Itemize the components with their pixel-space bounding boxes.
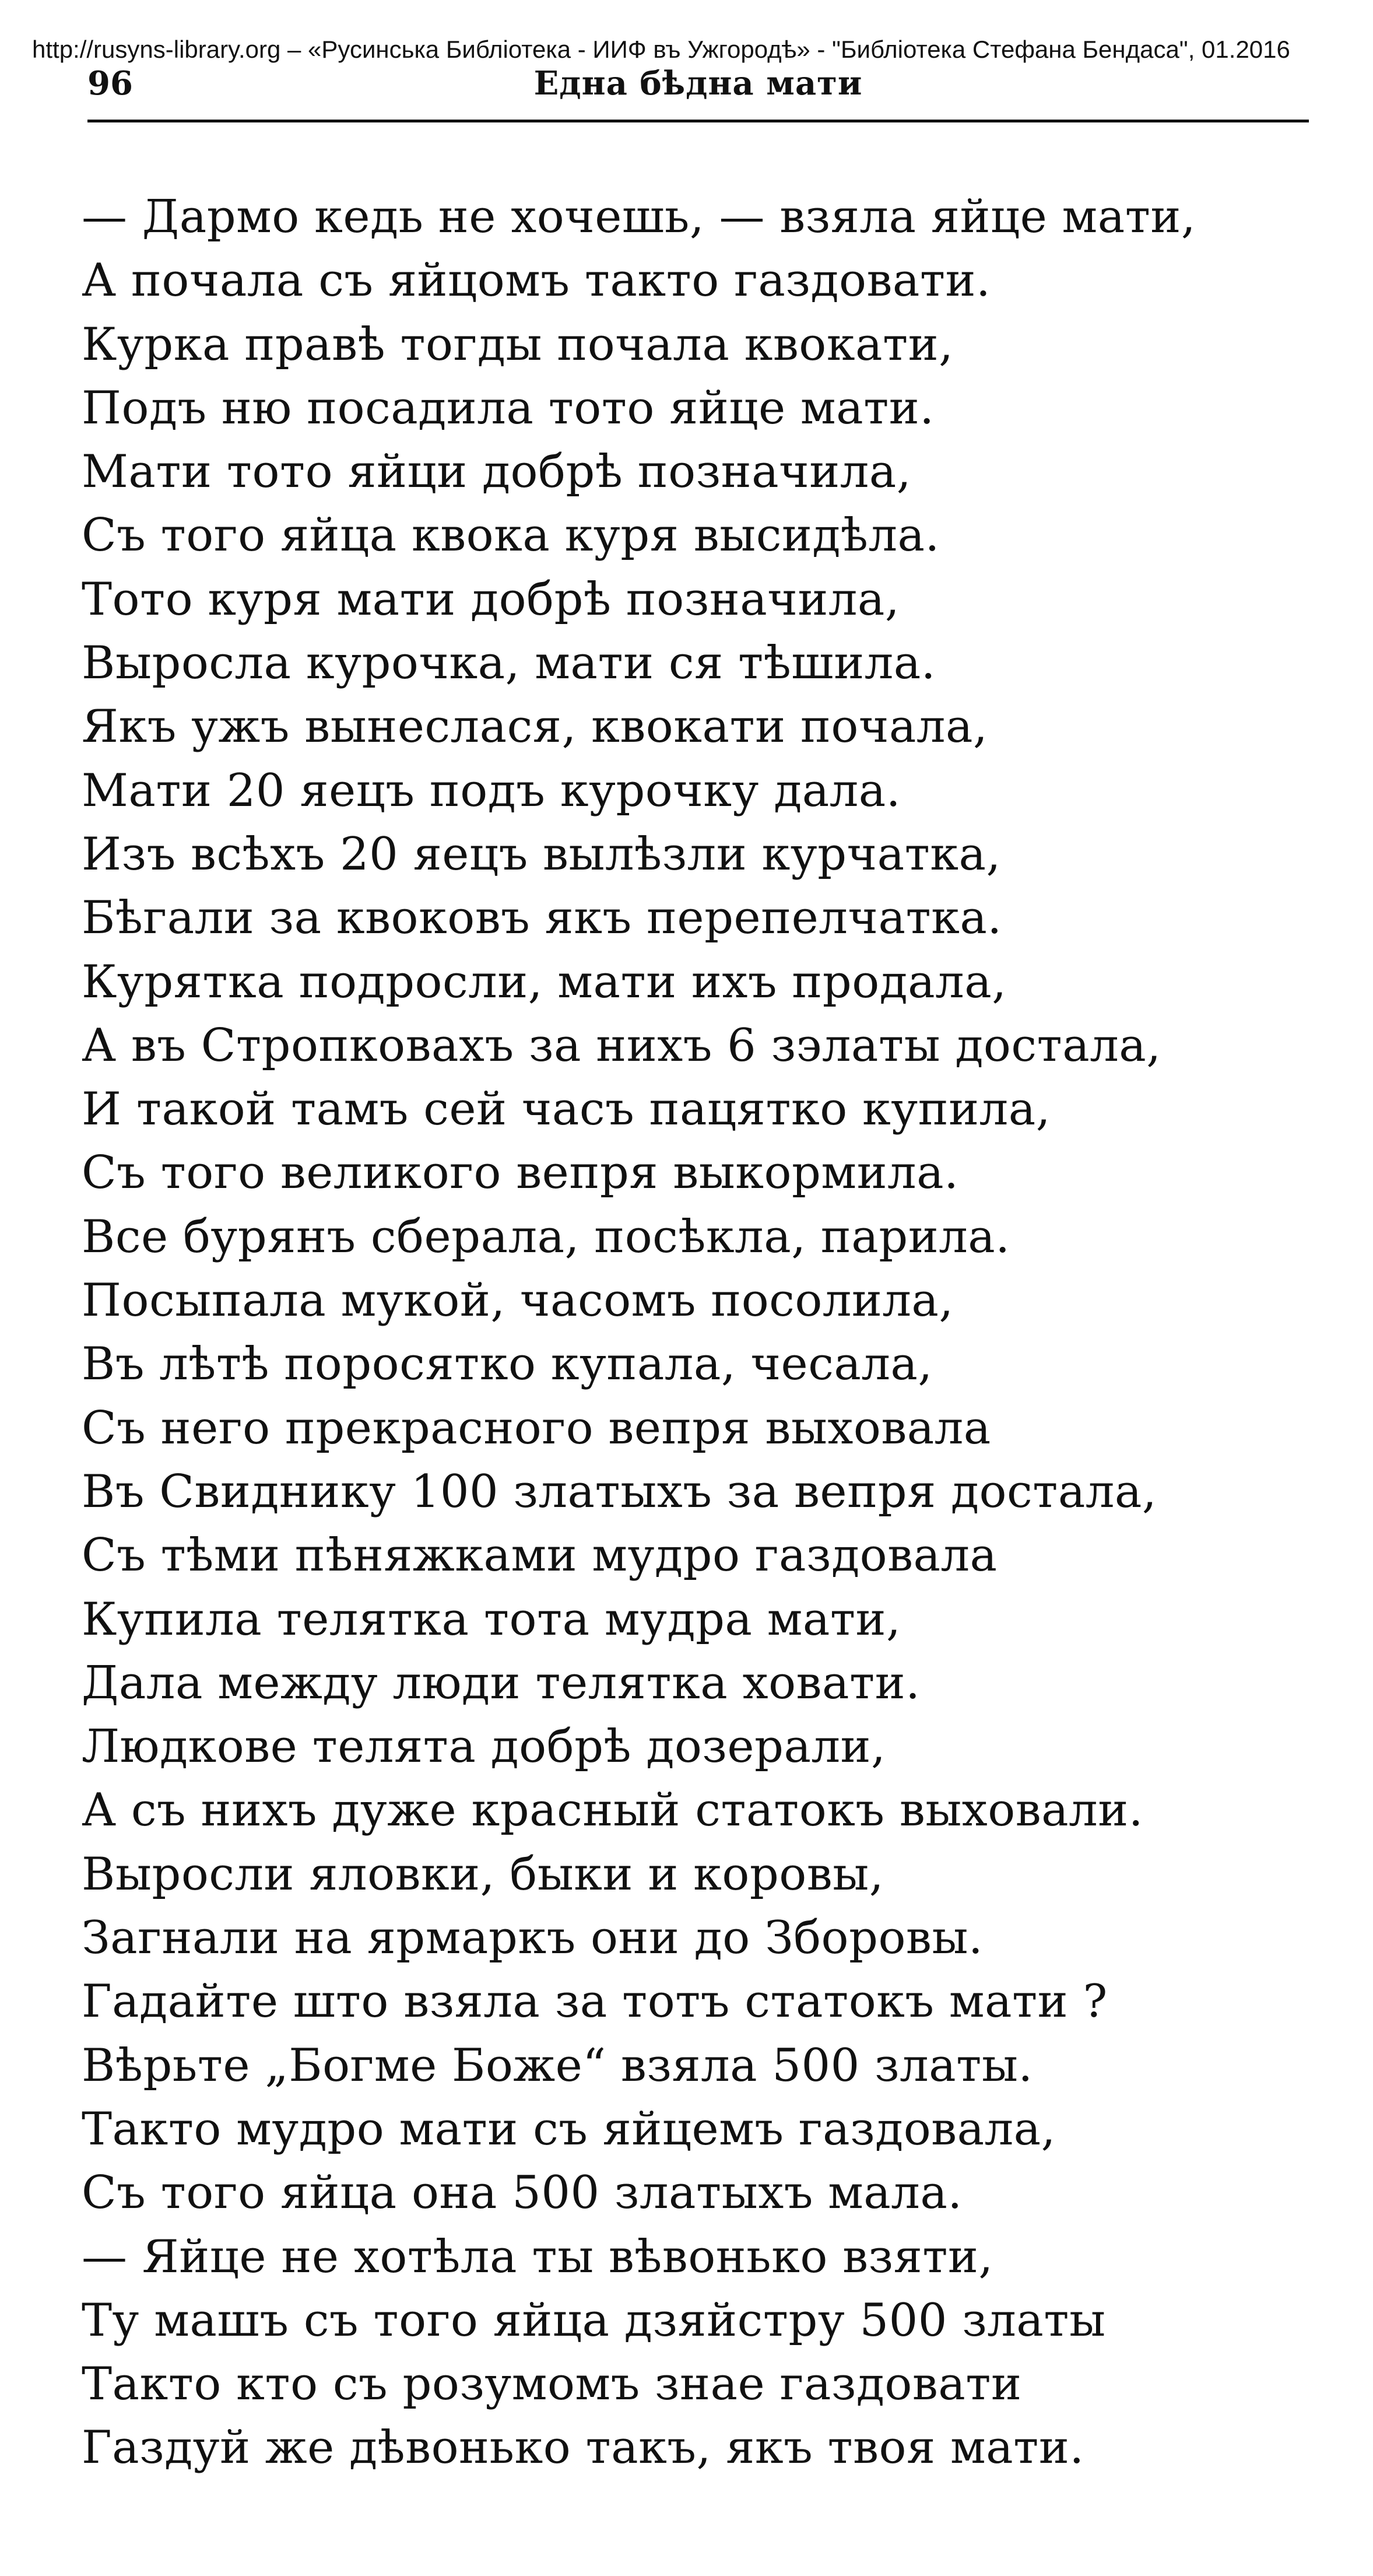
page-number: 96 (87, 64, 133, 103)
verse-line: Вѣрьте „Богме Боже“ взяла 500 златы. (82, 2039, 1033, 2092)
verse-line: Съ того великого вепря выкормила. (82, 1147, 959, 1200)
verse-line: Выросла курочка, мати ся тѣшила. (82, 637, 936, 690)
verse-line: Гадайте што взяла за тотъ статокъ мати ? (82, 1975, 1108, 2028)
verse-line: Въ лѣтѣ поросятко купала, чесала, (82, 1338, 933, 1391)
verse-line: Посыпала мукой, часомъ посолила, (82, 1274, 954, 1327)
verse-line: Съ того яйца она 500 златыхъ мала. (82, 2167, 963, 2220)
verse-line: И такой тамъ сей часъ пацятко купила, (82, 1083, 1051, 1136)
verse-line: Мати тото яйци добрѣ позначила, (82, 446, 912, 499)
running-title: Една бѣдна мати (533, 64, 863, 103)
verse-line: Газдуй же дѣвонько такъ, якъ твоя мати. (82, 2421, 1084, 2475)
verse-line: А почала съ яйцомъ такто газдовати. (82, 254, 991, 307)
poem-body (82, 185, 1306, 2480)
verse-line: Такто мудро мати съ яйцемъ газдовала, (82, 2102, 1056, 2156)
verse-line: А съ нихъ дуже красный статокъ выховали. (82, 1784, 1144, 1837)
verse-line: — Дармо кедь не хочешь, — взяла яйце мати, (82, 191, 1196, 243)
verse-line: Въ Свиднику 100 златыхъ за вепря достала, (82, 1465, 1157, 1518)
verse-line: А въ Стропковахъ за нихъ 6 зэлаты достала, (82, 1019, 1161, 1072)
verse-line: Изъ всѣхъ 20 яецъ вылѣзли курчатка, (82, 828, 1001, 881)
verse-line: Такто кто съ розумомъ знае газдовати (82, 2358, 1022, 2411)
verse-line: Купила телятка тота мудра мати, (82, 1593, 901, 1646)
verse-line: Съ него прекрасного вепря выховала (82, 1401, 991, 1455)
verse-line: Выросли яловки, быки и коровы, (82, 1848, 884, 1901)
verse-line: Ту машъ съ того яйца дзяйстру 500 златы (82, 2294, 1106, 2347)
source-url-line: http://rusyns-library.org – «Русинська Библіотека - ИИФ въ Ужгородѣ» - "Библіотека Стефана Бендаса", 01.2016 (32, 36, 1290, 63)
verse-line: Курятка подросли, мати ихъ продала, (82, 955, 1007, 1008)
verse-line: Тото куря мати добрѣ позначила, (82, 573, 900, 626)
verse-line: Съ тѣми пѣняжками мудро газдовала (82, 1529, 998, 1582)
verse-line: Дала между люди телятка ховати. (82, 1656, 921, 1709)
verse-line: Якъ ужъ вынеслася, квокати почала, (82, 700, 988, 753)
verse-line: Все бурянъ сберала, посѣкла, парила. (82, 1210, 1010, 1263)
verse-line: Мати 20 яецъ подъ курочку дала. (82, 764, 901, 817)
verse-line: Людкове телята добрѣ дозерали, (82, 1720, 886, 1774)
verse-line: — Яйце не хотѣла ты вѣвонько взяти, (82, 2230, 993, 2283)
verse-line: Загнали на ярмаркъ они до Зборовы. (82, 1912, 984, 1965)
verse-line: Съ того яйца квока куря высидѣла. (82, 509, 940, 562)
verse-line: Бѣгали за квоковъ якъ перепелчатка. (82, 892, 1002, 945)
running-header (87, 63, 1309, 104)
verse-line: Курка правѣ тогды почала квокати, (82, 318, 954, 371)
header-divider (87, 120, 1309, 122)
verse-line: Подъ ню посадила тото яйце мати. (82, 381, 935, 434)
